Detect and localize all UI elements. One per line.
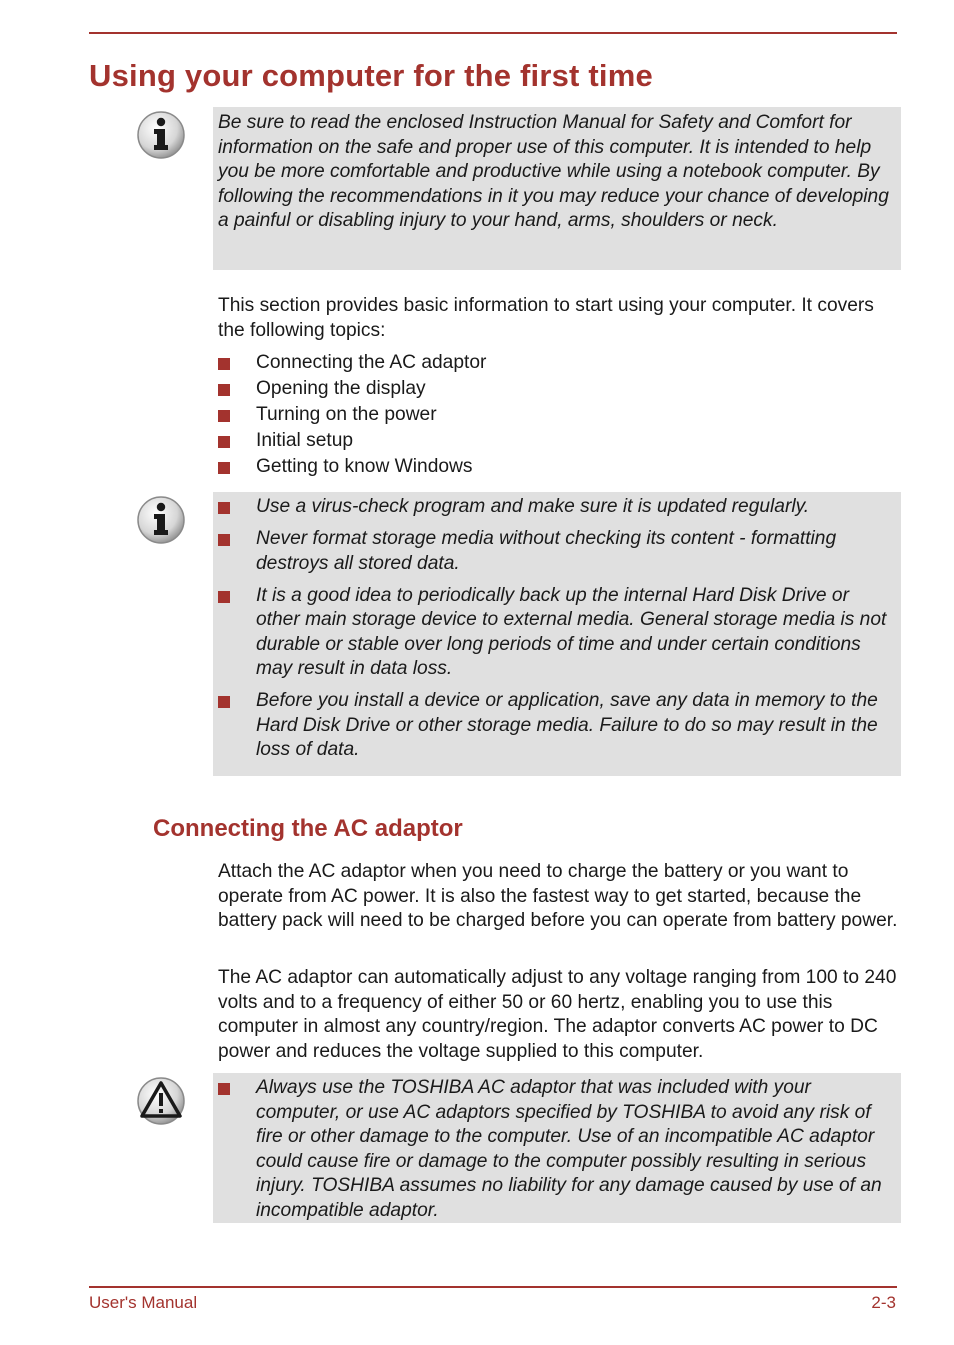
list-item-text: Always use the TOSHIBA AC adaptor that was included with your computer, or use AC adaptors specified by TOSHIBA to avoid any risk of fire or other damage to the computer. Use of an incompatible AC adaptor could cause fire or damage to the computer possibly resulting in serious injury. TOSHIBA assumes no liability for any damage caused by use of an incompatible adaptor. — [256, 1077, 882, 1221]
list-item — [213, 495, 895, 520]
list-item — [213, 351, 893, 376]
bullet-square — [218, 384, 230, 396]
bullet-square — [218, 1083, 230, 1095]
footer-page-number: 2-3 — [871, 1293, 896, 1312]
section-paragraph-1: Attach the AC adaptor when you need to charge the battery or you want to operate from AC power. It is also the fastest way to get started, because the battery pack will need to be charged before you can operate from battery power. — [218, 861, 898, 931]
intro-paragraph: This section provides basic information to start using your computer. It covers the following topics: — [218, 295, 874, 341]
footer-left: User's Manual — [89, 1293, 198, 1312]
list-item — [213, 403, 893, 428]
list-item — [213, 377, 893, 402]
list-item — [213, 689, 895, 763]
list-item-text: Opening the display — [256, 378, 426, 399]
list-item — [213, 455, 893, 480]
list-item-text: Turning on the power — [256, 404, 437, 425]
note-safety — [213, 107, 901, 270]
bullet-square — [218, 462, 230, 474]
topics-list — [213, 351, 893, 480]
note-storage — [213, 492, 901, 776]
bottom-rule — [89, 1286, 897, 1288]
warning-box — [213, 1073, 901, 1223]
note-safety-text: Be sure to read the enclosed Instruction Manual for Safety and Comfort for information on the safe and proper use of this computer. It is intended to help you be more comfortable and productive while using a notebook computer. By following the recommendations in it you may reduce your chance of developing a painful or disabling injury to your hand, arms, shoulders or neck. — [218, 112, 889, 231]
bullet-square — [218, 436, 230, 448]
info-icon — [136, 110, 186, 160]
bullet-square — [218, 534, 230, 546]
list-item-text: Getting to know Windows — [256, 456, 473, 477]
section-paragraph-2: The AC adaptor can automatically adjust to any voltage ranging from 100 to 240 volts and to a frequency of either 50 or 60 hertz, enabling you to use this computer in almost any country/region. The adaptor converts AC power to DC power and reduces the voltage supplied to this computer. — [218, 967, 897, 1062]
list-item-text: Initial setup — [256, 430, 354, 451]
info-icon — [136, 495, 186, 545]
list-item — [213, 429, 893, 454]
section-heading: Connecting the AC adaptor — [153, 815, 463, 842]
top-rule — [89, 32, 897, 34]
page-title: Using your computer for the first time — [89, 58, 653, 93]
list-item-text: It is a good idea to periodically back up the internal Hard Disk Drive or other main storage device to external media. General storage media is not durable or stable over long periods of time and under certain conditions may result in data loss. — [256, 584, 887, 679]
list-item — [213, 1076, 895, 1223]
list-item — [213, 527, 895, 576]
warning-icon — [136, 1076, 186, 1126]
note-storage-list — [213, 495, 895, 763]
bullet-square — [218, 410, 230, 422]
list-item-text: Use a virus-check program and make sure it is updated regularly. — [256, 496, 810, 517]
bullet-square — [218, 358, 230, 370]
bullet-square — [218, 591, 230, 603]
list-item-text: Connecting the AC adaptor — [256, 352, 487, 373]
warning-list — [213, 1076, 895, 1223]
list-item-text: Before you install a device or application, save any data in memory to the Hard Disk Drive or other storage media. Failure to do so may result in the loss of data. — [256, 690, 878, 760]
list-item-text: Never format storage media without checking its content - formatting destroys all stored data. — [256, 528, 837, 574]
bullet-square — [218, 502, 230, 514]
list-item — [213, 584, 895, 682]
bullet-square — [218, 696, 230, 708]
